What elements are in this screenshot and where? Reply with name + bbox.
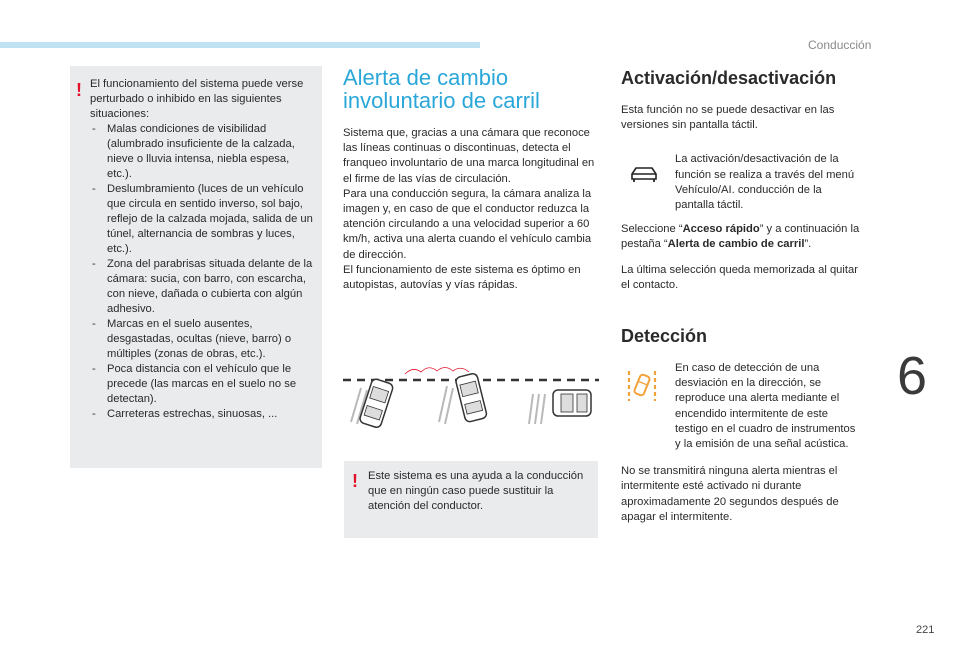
- detection-title: Detección: [621, 326, 708, 347]
- car-3: [553, 390, 591, 416]
- detection-row: [621, 361, 861, 452]
- car-1: [359, 378, 394, 429]
- warning-icon: !: [352, 471, 358, 491]
- note-text: Este sistema es una ayuda a la conducción que en ningún caso puede sustituir la atención del conductor.: [368, 470, 584, 512]
- lane-departure-illustration: [343, 360, 599, 430]
- warning-icon: !: [76, 80, 82, 100]
- list-item: - Marcas en el suelo ausentes, desgastadas, ocultas (nieve, barro) o múltiples (zonas de obras, etc.).: [90, 317, 314, 362]
- list-item: - Zona del parabrisas situada delante de la cámara: sucia, con barro, con escarcha, con nieve, dañada o cubierta con algún adhesivo.: [90, 257, 314, 317]
- quick-access-label: Acceso rápido: [682, 223, 760, 236]
- car-ghost-3: [529, 394, 545, 424]
- paragraph: Sistema que, gracias a una cámara que reconoce las líneas continuas o discontinuas, detecta el franqueo involuntario de una marca longitudinal en el firme de las vías de circulación.: [343, 127, 595, 185]
- activation-instruction: Seleccione “Acceso rápido” y a continuación la pestaña “Alerta de cambio de carril”.: [621, 223, 860, 251]
- header-accent-bar: [0, 42, 480, 48]
- right-column: [621, 68, 861, 525]
- car-2: [455, 373, 487, 423]
- activation-paragraph: Esta función no se puede desactivar en las versiones sin pantalla táctil.: [621, 104, 835, 132]
- paragraph: Para una conducción segura, la cámara analiza la imagen y, en caso de que el conductor reduzca la atención circulando a una velocidad superior a 60 km/h, activa una alerta cuando el vehículo cambia de dirección.: [343, 187, 592, 261]
- page-title: Alerta de cambio involuntario de carril: [343, 65, 540, 113]
- detection-icon-text: En caso de detección de una desviación en la dirección, se reproduce una alerta mediante el encendido intermitente de este testigo en el cuadro de instrumentos y la emisión de una señal acústica.: [675, 362, 856, 451]
- list-item: - Poca distancia con el vehículo que le precede (las marcas en el suelo no se detectan).: [90, 362, 314, 407]
- middle-column: [343, 66, 599, 293]
- lane-tab-label: Alerta de cambio de carril: [667, 238, 805, 251]
- page-number: 221: [916, 624, 935, 636]
- description: [343, 126, 599, 293]
- section-title: Conducción: [808, 38, 872, 52]
- list-item: - Carreteras estrechas, sinuosas, ...: [90, 407, 314, 422]
- car-icon: [629, 164, 659, 184]
- warning-box: [70, 66, 322, 468]
- chapter-number: 6: [896, 346, 928, 406]
- warning-intro: El funcionamiento del sistema puede verse perturbado o inhibido en las siguientes situaciones:: [90, 78, 304, 120]
- list-item: - Malas condiciones de visibilidad (alumbrado insuficiente de la calzada, nieve o lluvia intensa, niebla espesa, etc.).: [90, 122, 314, 182]
- paragraph: El funcionamiento de este sistema es óptimo en autopistas, autovías y vías rápidas.: [343, 263, 581, 292]
- activation-memory: La última selección queda memorizada al quitar el contacto.: [621, 263, 858, 291]
- activation-icon-text: La activación/desactivación de la función se realiza a través del menú Vehículo/AI. conducción de la pantalla táctil.: [675, 153, 855, 212]
- warning-list: [90, 122, 314, 422]
- car-ghost-2: [439, 386, 453, 424]
- detection-paragraph: No se transmitirá ninguna alerta mientras el intermitente esté activado ni durante aproximadamente 20 segundos después de apagar el intermitente.: [621, 465, 839, 523]
- activation-row: [621, 152, 861, 213]
- note-box: [344, 461, 598, 538]
- list-item: - Deslumbramiento (luces de un vehículo que circula en sentido inverso, sol bajo, reflejo de la calzada mojada, salida de un túnel, alternancia de sombras y luces, etc.).: [90, 182, 314, 257]
- lane-departure-icon: [625, 365, 659, 405]
- activation-title: Activación/desactivación: [621, 68, 837, 88]
